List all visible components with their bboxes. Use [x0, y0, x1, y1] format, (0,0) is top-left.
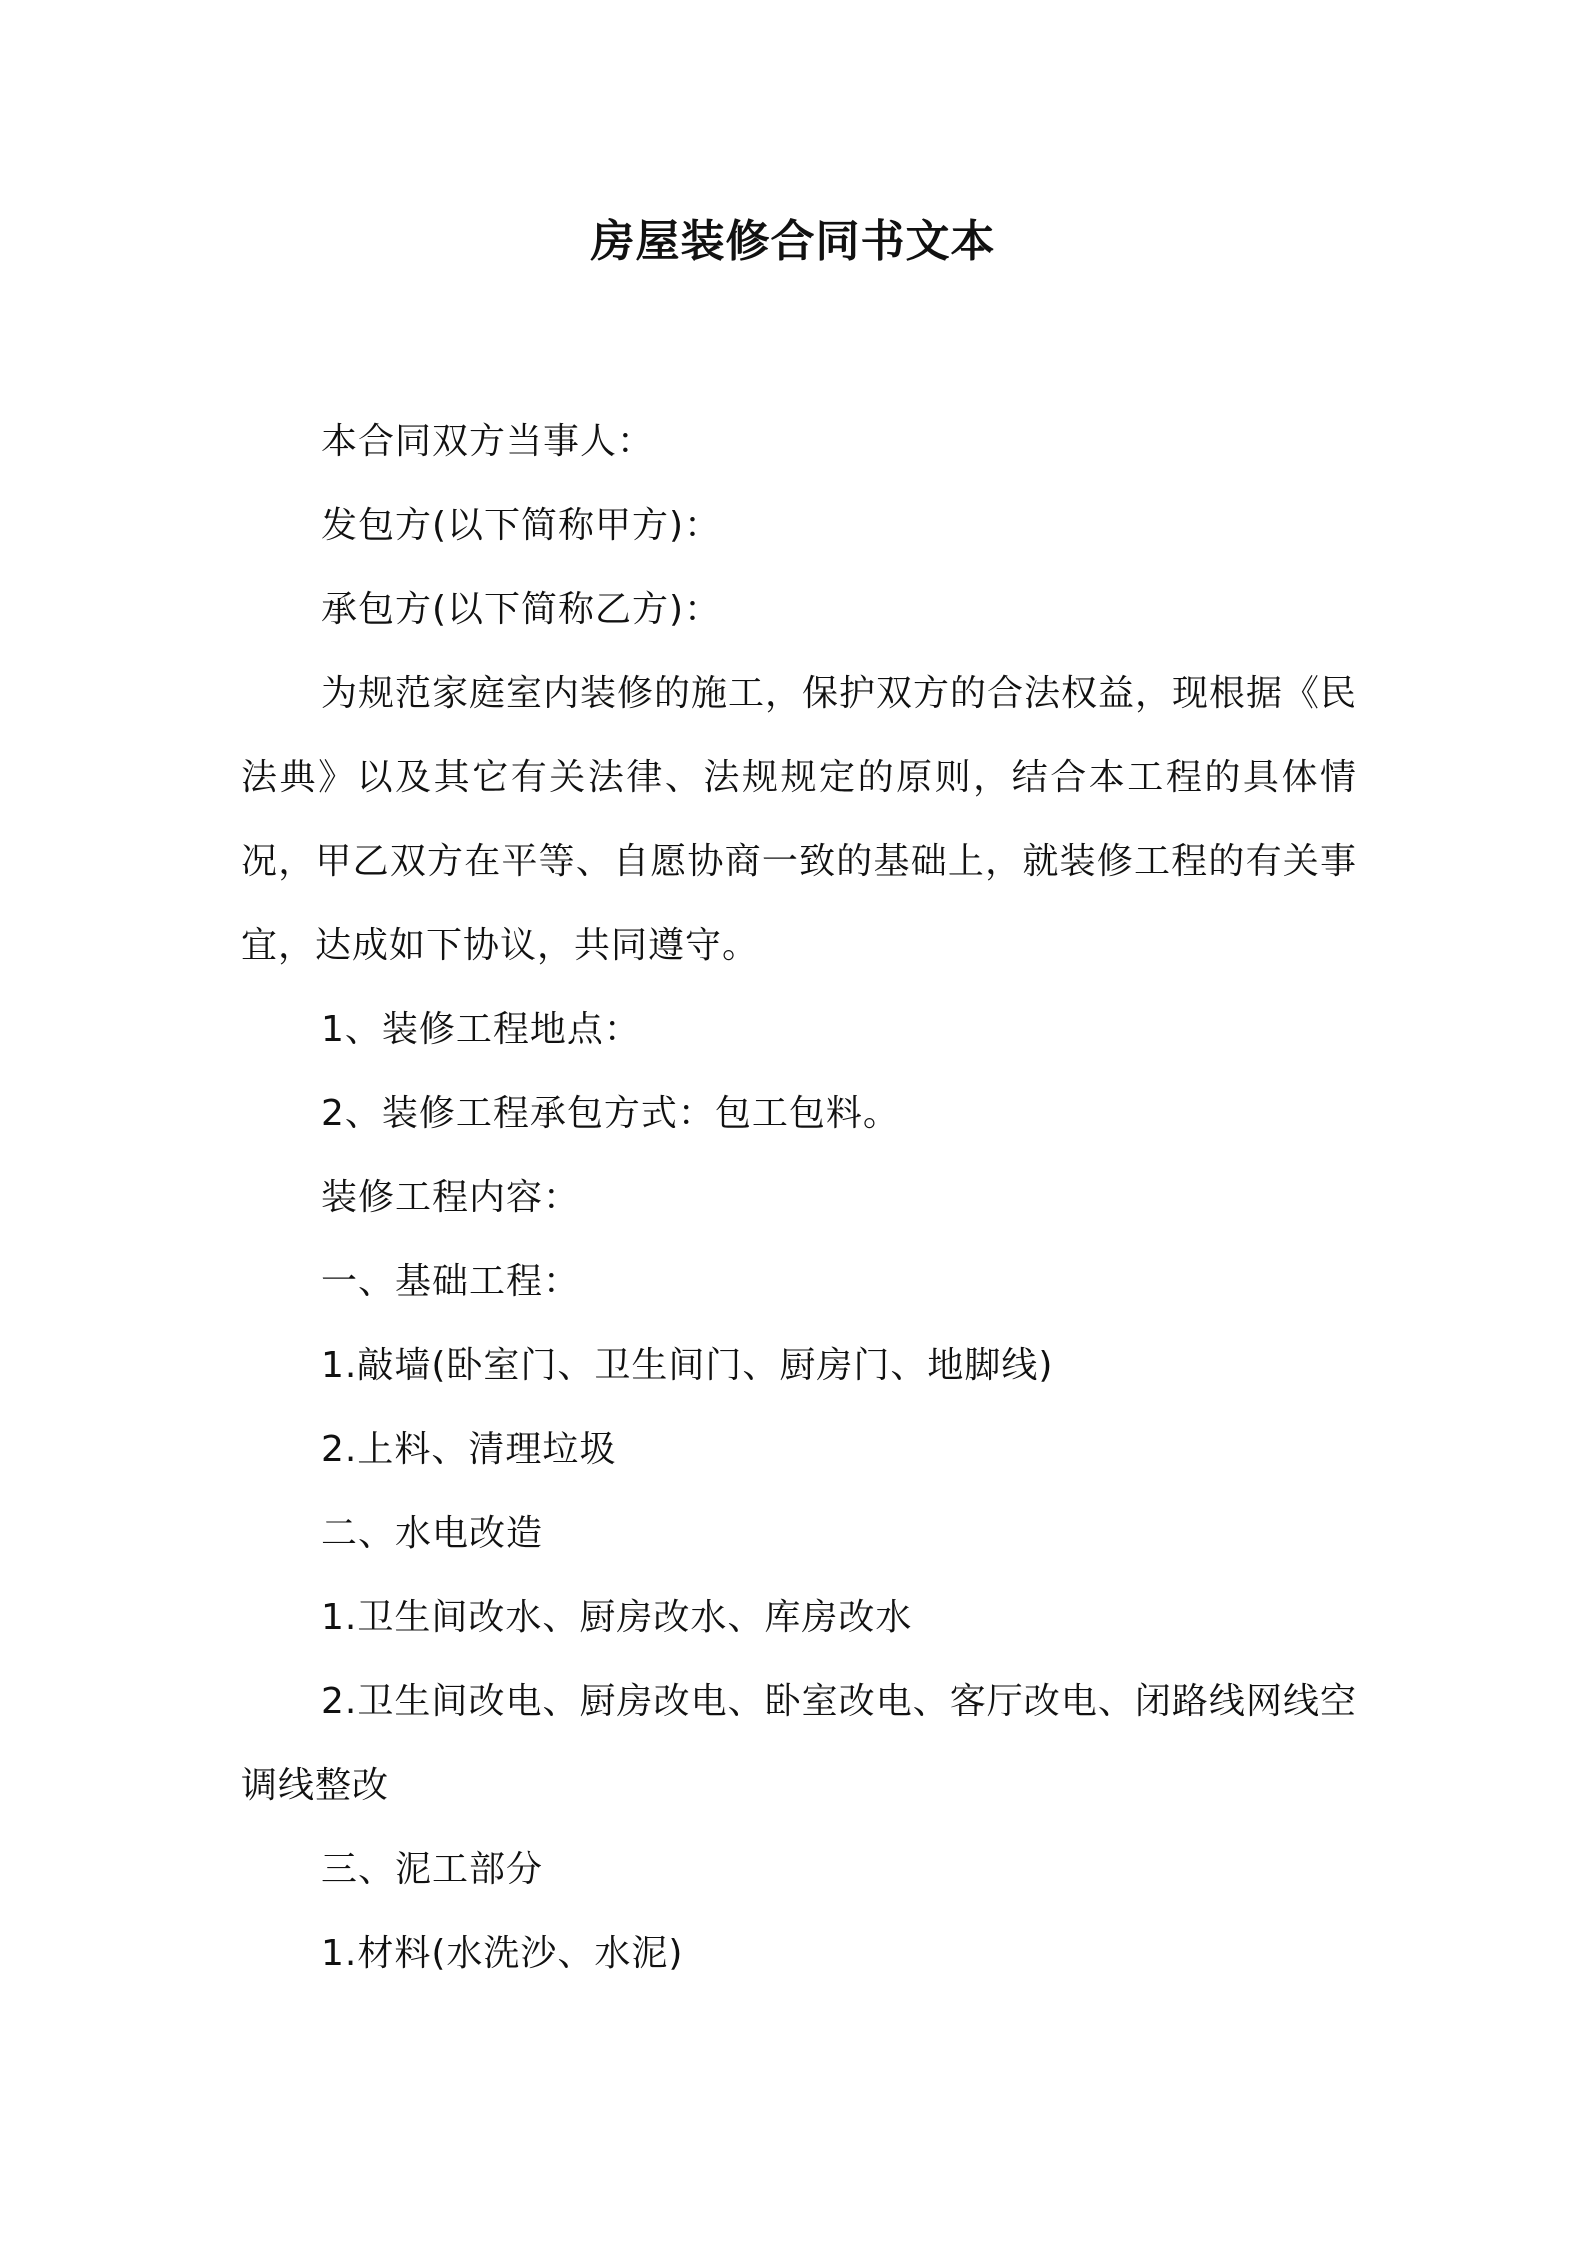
list-item-plumbing: 1.卫生间改水、厨房改水、库房改水 [321, 1597, 913, 1638]
section-heading-plumbing-electrical: 二、水电改造 [321, 1513, 544, 1554]
paragraph-party-a: 发包方(以下简称甲方)： [321, 505, 722, 546]
section-heading-foundation: 一、基础工程： [321, 1261, 581, 1302]
document-body [241, 400, 1357, 1996]
paragraph-parties: 本合同双方当事人： [321, 421, 655, 462]
list-item-electrical: 2.卫生间改电、厨房改电、卧室改电、客厅改电、闭路线网线空调线整改 [241, 1681, 1357, 1806]
document-title: 房屋装修合同书文本 [590, 216, 996, 267]
list-item-materials-cleanup: 2.上料、清理垃圾 [321, 1429, 617, 1470]
list-item-masonry-materials: 1.材料(水洗沙、水泥) [321, 1933, 684, 1974]
paragraph-preamble: 为规范家庭室内装修的施工，保护双方的合法权益，现根据《民法典》以及其它有关法律、法规规定的原则，结合本工程的具体情况，甲乙双方在平等、自愿协商一致的基础上，就装修工程的有关事宜，达成如下协议，共同遵守。 [241, 673, 1358, 966]
section-heading-masonry: 三、泥工部分 [321, 1849, 544, 1890]
paragraph-location: 1、装修工程地点： [321, 1009, 641, 1050]
list-item-wall-demolition: 1.敲墙(卧室门、卫生间门、厨房门、地脚线) [321, 1345, 1054, 1386]
paragraph-content-heading: 装修工程内容： [321, 1177, 581, 1218]
paragraph-contract-mode: 2、装修工程承包方式：包工包料。 [321, 1093, 900, 1134]
paragraph-party-b: 承包方(以下简称乙方)： [321, 589, 722, 630]
